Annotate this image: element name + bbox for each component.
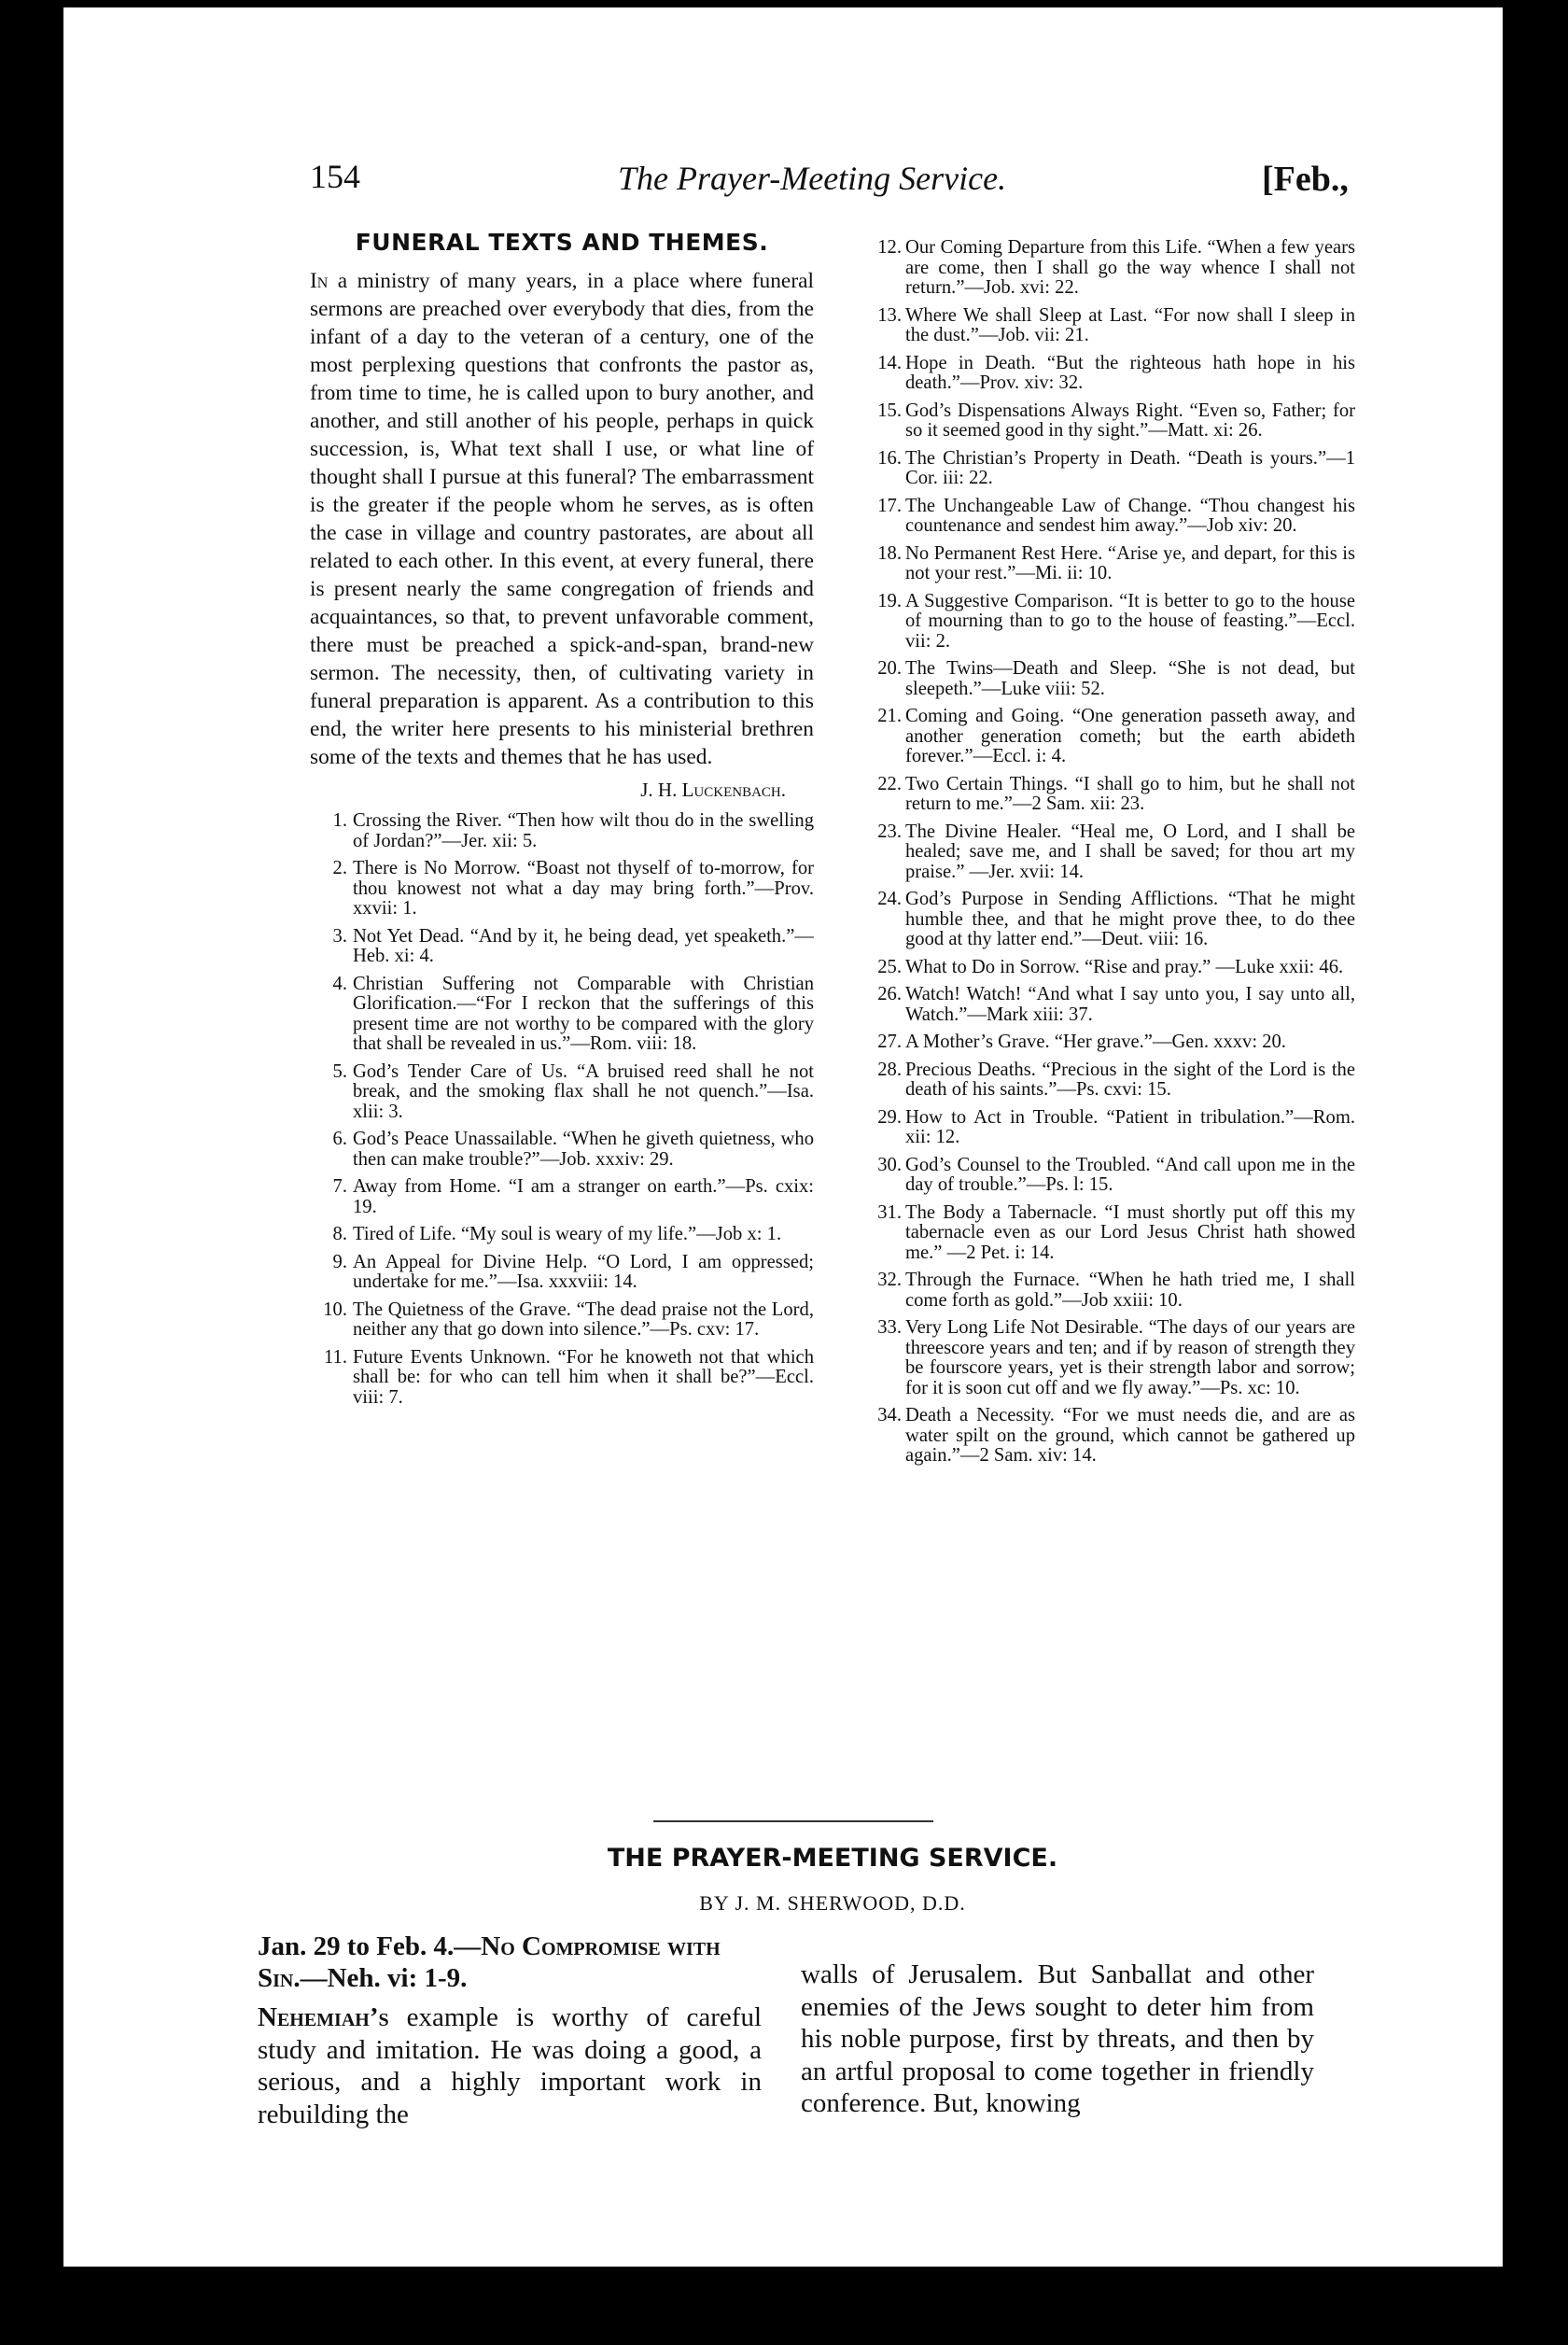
author-signature: J. H. Luckenbach. [640, 779, 786, 801]
list-item [870, 1156, 1355, 1196]
item-number: 12. [877, 237, 902, 258]
item-number: 7. [332, 1176, 347, 1197]
item-number: 22. [877, 773, 902, 794]
list-item [310, 927, 814, 967]
item-number: 2. [332, 858, 347, 878]
item-number: 31. [877, 1201, 902, 1223]
list-item [870, 1271, 1355, 1311]
service-title: THE PRAYER-MEETING SERVICE. [607, 1844, 1058, 1873]
list-item [310, 811, 814, 851]
item-text: There is No Morrow. “Boast not thyself of to-morrow, for thou knowest not what a day may bring forth.”—Prov. xxvii: 1. [353, 858, 814, 919]
item-number: 6. [332, 1129, 347, 1149]
list-item [310, 1225, 814, 1245]
text-list-right [870, 238, 1355, 1467]
item-text: Two Certain Things. “I shall go to him, but he shall not return to me.”—2 Sam. xii: 23. [905, 773, 1355, 814]
list-item [310, 859, 814, 920]
item-number: 30. [877, 1154, 902, 1175]
item-number: 10. [323, 1299, 347, 1320]
list-item [870, 822, 1355, 883]
item-text: Coming and Going. “One generation passeth away, and another generation cometh; but the earth abideth forever.”—Eccl. i: 4. [905, 706, 1355, 766]
item-text: God’s Counsel to the Troubled. “And call upon me in the day of trouble.”—Ps. l: 15. [905, 1154, 1355, 1195]
item-number: 11. [324, 1346, 347, 1368]
running-title: The Prayer-Meeting Service. [618, 160, 1007, 197]
list-item [870, 659, 1355, 699]
list-item [870, 707, 1355, 767]
item-number: 17. [877, 495, 902, 516]
list-item [310, 1348, 814, 1409]
item-number: 19. [877, 590, 902, 611]
item-text: Death a Necessity. “For we must needs die, and are as water spilt on the ground, which cannot be gathered up again.”—2 Sam. xiv: 14. [905, 1405, 1355, 1466]
item-text: The Quietness of the Grave. “The dead praise not the Lord, neither any that go down into silence.”—Ps. cxv: 17. [353, 1299, 814, 1340]
item-text: An Appeal for Divine Help. “O Lord, I am oppressed; undertake for me.”—Isa. xxxviii: 14. [353, 1251, 814, 1292]
item-text: A Suggestive Comparison. “It is better to go to the house of mourning than to go to the house of feasting.”—Eccl. vii: 2. [905, 590, 1355, 652]
item-text: Tired of Life. “My soul is weary of my life.”—Job x: 1. [353, 1224, 782, 1244]
item-text: Future Events Unknown. “For he knoweth not that which shall be: for who can tell him when it shall be?”—Eccl. viii: 7. [353, 1346, 814, 1408]
item-number: 34. [877, 1405, 902, 1425]
item-number: 4. [332, 973, 347, 994]
item-text: God’s Peace Unassailable. “When he giveth quietness, who then can make trouble?”—Job. xxxiv: 29. [353, 1129, 814, 1170]
item-number: 18. [877, 542, 902, 564]
list-item [870, 1108, 1355, 1148]
list-item [870, 497, 1355, 537]
running-date: [Feb., [1262, 160, 1349, 199]
item-text: God’s Tender Care of Us. “A bruised reed shall he not break, and the smoking flax shall he not quench.”—Isa. xlii: 3. [353, 1060, 814, 1122]
item-number: 15. [877, 400, 902, 421]
list-item [870, 401, 1355, 442]
item-number: 32. [877, 1270, 902, 1290]
list-item [870, 1060, 1355, 1101]
item-number: 24. [877, 889, 902, 909]
item-text: Hope in Death. “But the righteous hath hope in his death.”—Prov. xiv: 32. [905, 352, 1355, 393]
list-item [870, 306, 1355, 346]
intro-lead: In [310, 269, 329, 293]
item-text: Crossing the River. “Then how wilt thou do in the swelling of Jordan?”—Jer. xii: 5. [353, 810, 814, 851]
item-text: The Christian’s Property in Death. “Death is yours.”—1 Cor. iii: 22. [905, 447, 1355, 488]
item-text: Precious Deaths. “Precious in the sight of the Lord is the death of his saints.”—Ps. cxvi: 15. [905, 1059, 1355, 1100]
item-number: 27. [877, 1032, 902, 1052]
service-right-column [801, 1959, 1314, 2120]
section-title: FUNERAL TEXTS AND THEMES. [355, 229, 769, 256]
list-item [870, 1318, 1355, 1398]
left-column [310, 229, 814, 1415]
intro-paragraph [310, 267, 814, 771]
item-text: What to Do in Sorrow. “Rise and pray.” —Luke xxii: 46. [905, 956, 1344, 977]
right-column [870, 238, 1355, 1474]
list-item [870, 958, 1355, 978]
item-number: 16. [877, 447, 902, 469]
list-item [310, 1062, 814, 1123]
list-item [310, 1253, 814, 1293]
list-item [870, 354, 1355, 394]
item-number: 20. [877, 658, 902, 679]
list-item [870, 775, 1355, 815]
item-number: 5. [332, 1060, 347, 1082]
item-text: Through the Furnace. “When he hath tried me, I shall come forth as gold.”—Job xxiii: 10. [905, 1270, 1355, 1311]
service-reference: —Neh. vi: 1-9. [300, 1963, 468, 1993]
item-number: 23. [877, 821, 902, 842]
item-number: 26. [877, 984, 902, 1004]
list-item [870, 1203, 1355, 1264]
item-number: 33. [877, 1317, 902, 1338]
running-head [310, 155, 1402, 211]
item-number: 14. [877, 352, 902, 373]
item-text: God’s Purpose in Sending Afflictions. “That he might humble thee, and that he might prove thee, to do thee good at thy latter end.”—Deut. viii: 16. [905, 889, 1355, 949]
scan-border [1529, 0, 1568, 2345]
item-text: The Body a Tabernacle. “I must shortly put off this my tabernacle even as our Lord Jesus Christ hath showed me.” —2 Pet. i: 14. [905, 1201, 1355, 1263]
item-number: 3. [332, 925, 347, 947]
item-text: The Divine Healer. “Heal me, O Lord, and I shall be healed; save me, and I shall be saved; for thou art my praise.” —Jer. xvii: 14. [905, 821, 1355, 882]
list-item [310, 975, 814, 1055]
service-body-lead: Nehemiah’s [258, 2002, 389, 2032]
item-number: 28. [877, 1059, 902, 1080]
list-item [310, 1300, 814, 1341]
item-text: How to Act in Trouble. “Patient in tribulation.”—Rom. xii: 12. [905, 1106, 1355, 1147]
item-text: Not Yet Dead. “And by it, he being dead, yet speaketh.”—Heb. xi: 4. [353, 925, 814, 966]
list-item [870, 592, 1355, 653]
item-text: Christian Suffering not Comparable with Christian Glorification.—“For I reckon that the sufferings of this present time are not worthy to be compared with the glory that shall be revealed in us.”—Rom. viii: 18. [353, 973, 814, 1054]
item-number: 1. [332, 810, 347, 831]
item-number: 29. [877, 1106, 902, 1128]
item-text: Our Coming Departure from this Life. “When a few years are come, then I shall go the way whence I shall not return.”—Job. xvi: 22. [905, 237, 1355, 298]
service-heading [258, 1931, 762, 1994]
service-date: Jan. 29 to Feb. 4.— [258, 1931, 482, 1961]
item-number: 8. [332, 1224, 347, 1244]
item-text: Very Long Life Not Desirable. “The days of our years are threescore years and ten; and if by reason of strength they be fourscore years, yet is their strength labor and sorrow; for it is soon cut off and we fly away.”—Ps. xc: 10. [905, 1317, 1355, 1398]
item-text: God’s Dispensations Always Right. “Even so, Father; for so it seemed good in thy sight.”—Matt. xi: 26. [905, 400, 1355, 441]
item-text: Watch! Watch! “And what I say unto you, I say unto all, Watch.”—Mark xiii: 37. [905, 984, 1355, 1025]
intro-text: a ministry of many years, in a place where funeral sermons are preached over everybody that dies, from the infant of a day to the veteran of a century, one of the most perplexing questions that confronts the pastor as, from time to time, he is called upon to bury another, and another, and still another of his people, perhaps in quick succession, is, What text shall I use, or what line of thought shall I pursue at this funeral? The embarrassment is the greater if the people whom he serves, as is often the case in village and country pastorates, are about all related to each other. In this event, at every funeral, there is present nearly the same congregation of friends and acquaintances, so that, to prevent unfavorable comment, there must be preached a spick-and-span, brand-new sermon. The necessity, then, of cultivating variety in funeral preparation is apparent. As a contribution to this end, the writer here presents to his ministerial brethren some of the texts and themes that he has used. [310, 269, 814, 769]
item-text: Where We shall Sleep at Last. “For now shall I sleep in the dust.”—Job. vii: 21. [905, 304, 1355, 345]
list-item [870, 1406, 1355, 1467]
item-text: The Unchangeable Law of Change. “Thou changest his countenance and sendest him away.”—Job xiv: 20. [905, 495, 1355, 536]
list-item [310, 1177, 814, 1217]
list-item [870, 1032, 1355, 1053]
list-item [310, 1130, 814, 1170]
item-text: The Twins—Death and Sleep. “She is not dead, but sleepeth.”—Luke viii: 52. [905, 658, 1355, 699]
section-divider [653, 1820, 933, 1822]
list-item [870, 544, 1355, 584]
page-number: 154 [310, 158, 360, 195]
service-body-text: example is worthy of careful study and imitation. He was doing a good, a serious, and a highly important work in rebuilding the [258, 2002, 762, 2129]
item-number: 21. [877, 706, 902, 726]
service-body-right: walls of Jerusalem. But Sanballat and other enemies of the Jews sought to deter him from his noble purpose, first by threats, and then by an artful proposal to come together in friendly conference. But, knowing [801, 1959, 1314, 2118]
list-item [870, 890, 1355, 950]
item-number: 9. [332, 1251, 347, 1272]
item-text: Away from Home. “I am a stranger on earth.”—Ps. cxix: 19. [353, 1176, 814, 1217]
service-topic: No Compromise with Sin. [258, 1931, 721, 1993]
list-item [870, 449, 1355, 489]
item-number: 25. [877, 956, 902, 977]
item-number: 13. [877, 304, 902, 326]
item-text: No Permanent Rest Here. “Arise ye, and depart, for this is not your rest.”—Mi. ii: 10. [905, 542, 1355, 583]
text-list-left [310, 811, 814, 1408]
service-byline: BY J. M. SHERWOOD, D.D. [699, 1891, 966, 1915]
item-text: A Mother’s Grave. “Her grave.”—Gen. xxxv: 20. [905, 1032, 1286, 1052]
service-body-left [258, 2001, 762, 2130]
list-item [870, 985, 1355, 1025]
service-left-column [258, 1931, 762, 2130]
list-item [870, 238, 1355, 299]
